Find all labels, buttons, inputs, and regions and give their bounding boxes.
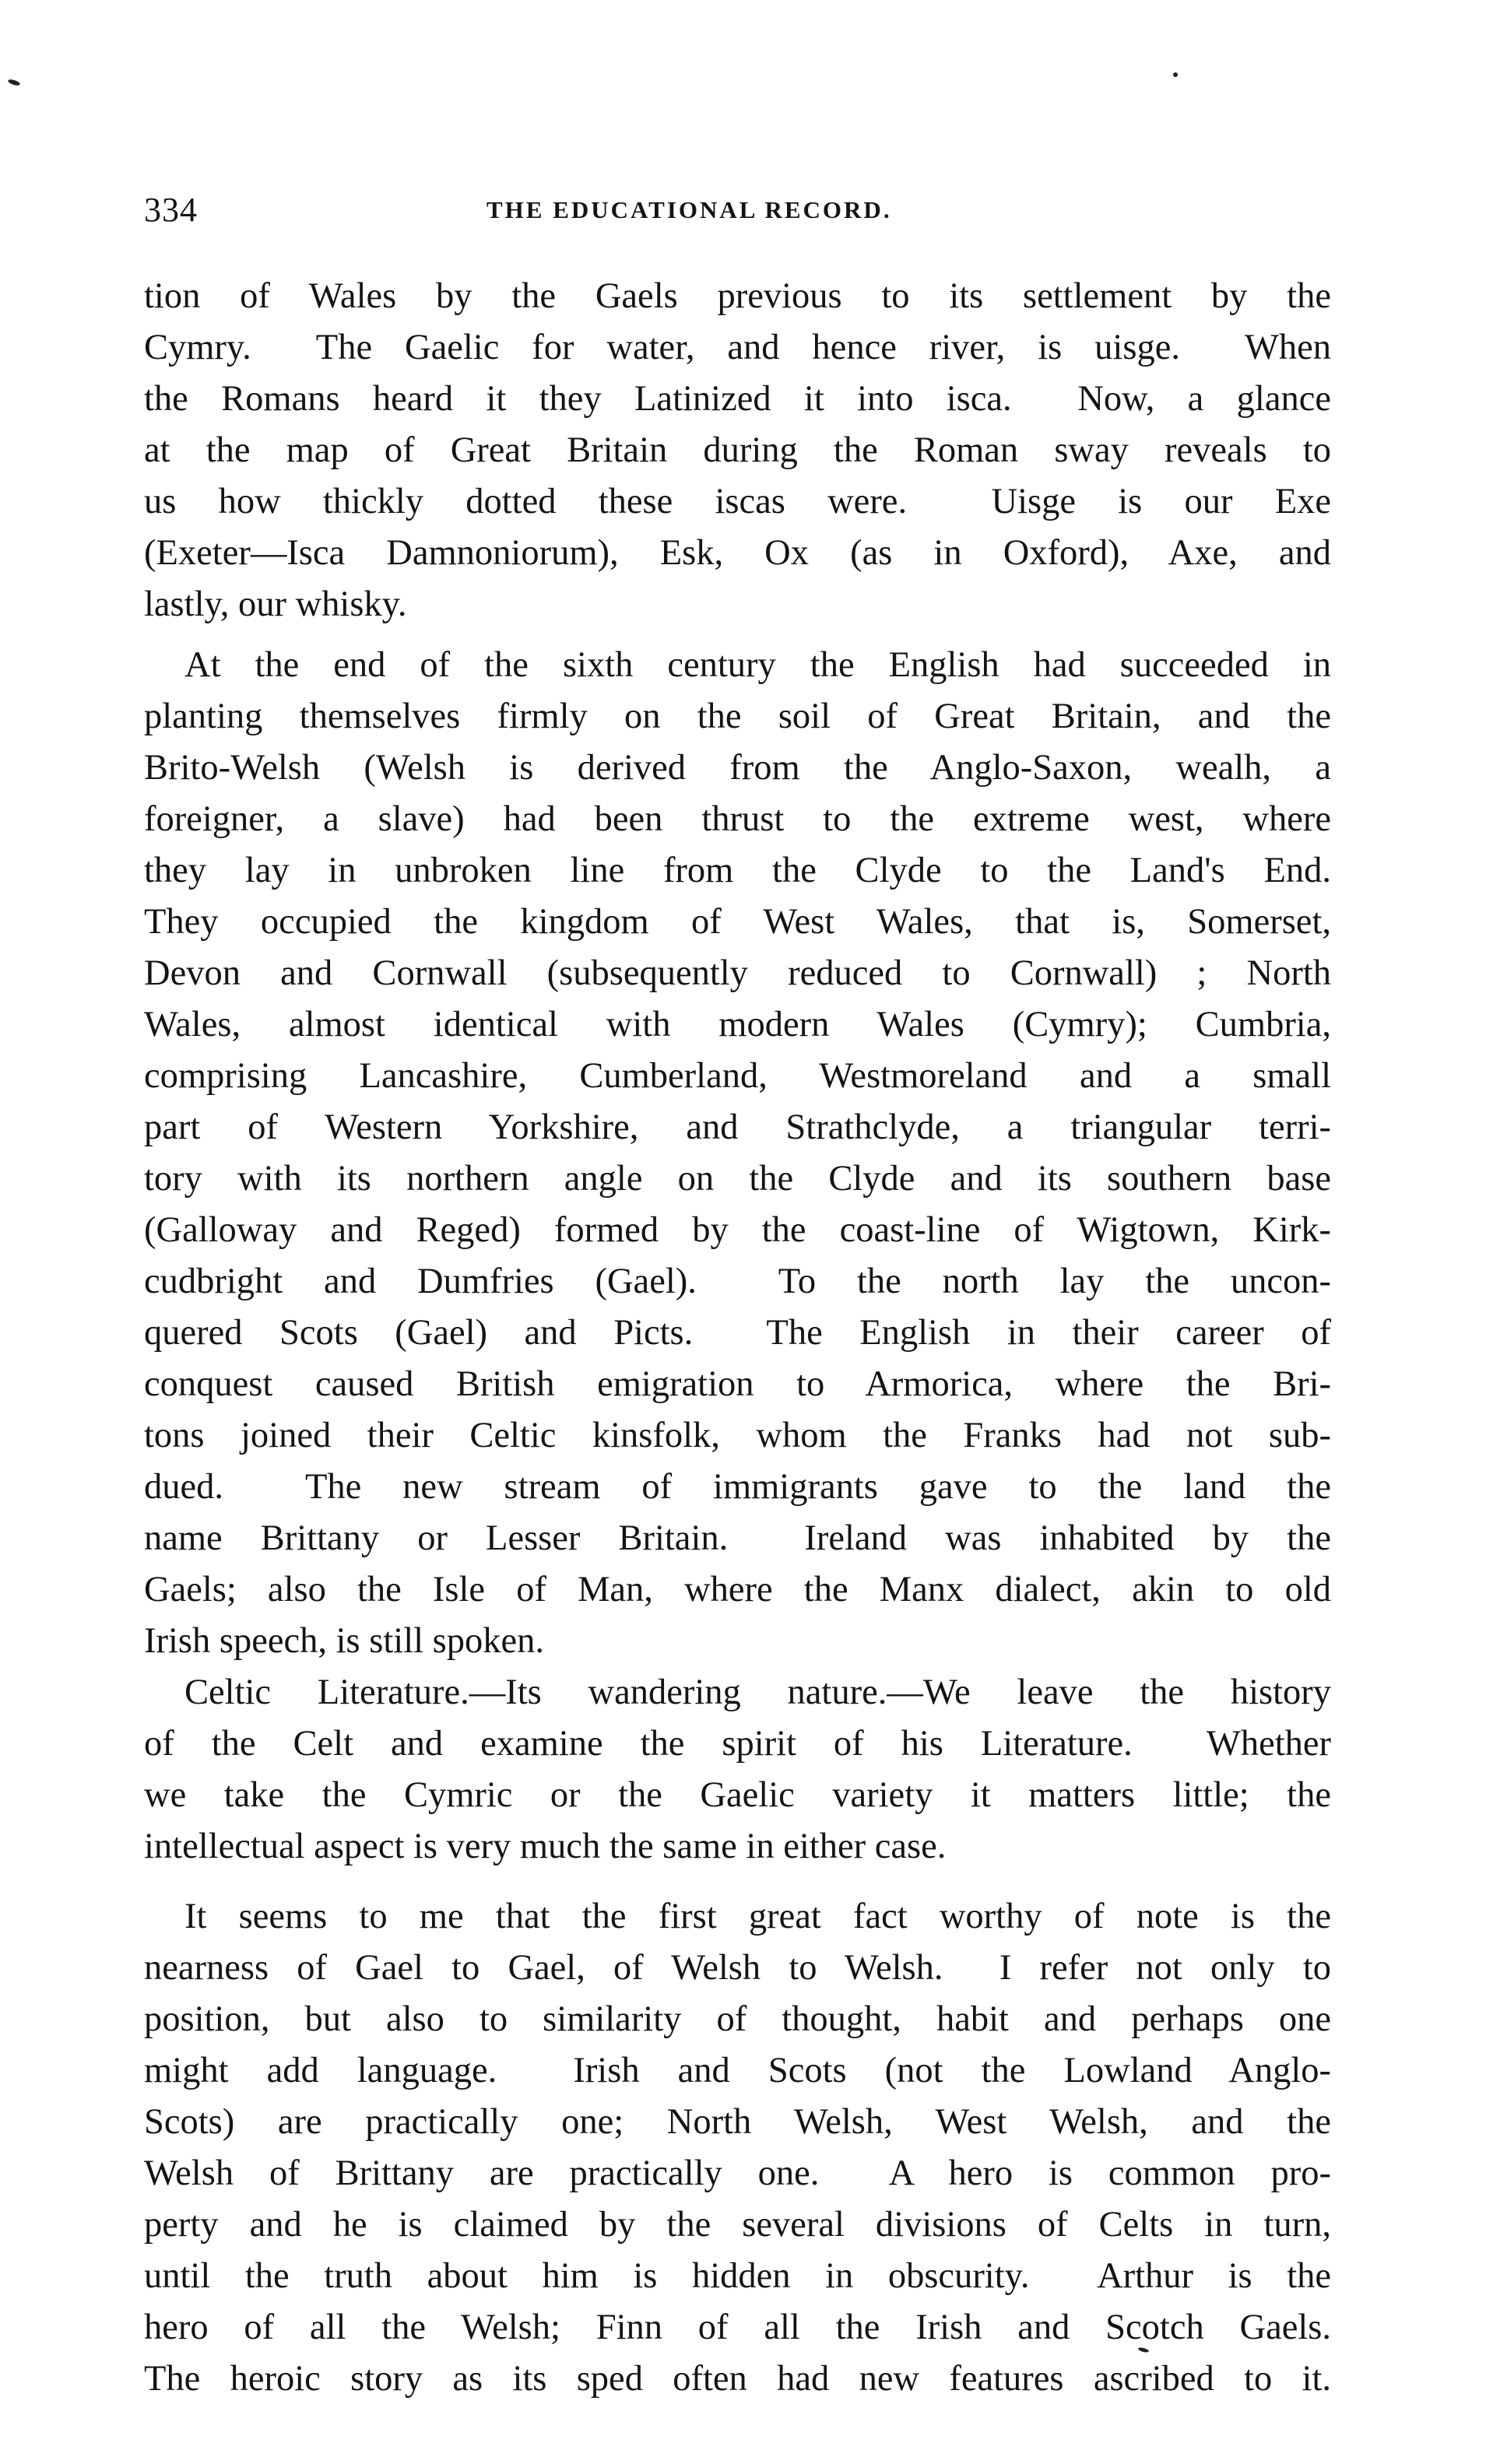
print-speck <box>7 79 20 87</box>
text-line: At the end of the sixth century the English had succeeded in <box>184 645 1331 685</box>
text-line: The heroic story as its sped often had new features ascribed to it. <box>144 2359 1331 2399</box>
text-line: Scots) are practically one; North Welsh, West Welsh, and the <box>144 2102 1331 2142</box>
text-line: nearness of Gael to Gael, of Welsh to Welsh. I refer not only to <box>144 1948 1331 1988</box>
running-head <box>144 187 1331 233</box>
text-line: of the Celt and examine the spirit of his Literature. Whether <box>144 1724 1331 1764</box>
text-line: they lay in unbroken line from the Clyde to the Land's End. <box>144 851 1331 890</box>
text-line: until the truth about him is hidden in obscurity. Arthur is the <box>144 2256 1331 2296</box>
text-line: conquest caused British emigration to Armorica, where the Bri- <box>144 1364 1331 1404</box>
text-line: (Exeter—Isca Damnoniorum), Esk, Ox (as in Oxford), Axe, and <box>144 533 1331 573</box>
paragraph-wales-isca <box>144 271 1331 630</box>
text-line: Irish speech, is still spoken. <box>144 1621 545 1661</box>
text-line: cudbright and Dumfries (Gael). To the north lay the uncon- <box>144 1262 1331 1301</box>
print-speck <box>1173 72 1178 77</box>
text-line: Devon and Cornwall (subsequently reduced to Cornwall) ; North <box>144 953 1331 993</box>
text-line: foreigner, a slave) had been thrust to the extreme west, where <box>144 799 1331 839</box>
text-line: It seems to me that the first great fact worthy of note is the <box>184 1897 1331 1936</box>
journal-title: THE EDUCATIONAL RECORD. <box>487 196 892 223</box>
text-line: quered Scots (Gael) and Picts. The English in their career of <box>144 1313 1331 1353</box>
body-text <box>144 271 1331 2405</box>
text-line: They occupied the kingdom of West Wales, that is, Somerset, <box>144 902 1331 942</box>
text-line: at the map of Great Britain during the Roman sway reveals to <box>144 430 1331 470</box>
text-line: us how thickly dotted these iscas were. Uisge is our Exe <box>144 482 1331 521</box>
text-line: position, but also to similarity of thought, habit and perhaps one <box>144 1999 1331 2039</box>
text-line: Cymry. The Gaelic for water, and hence river, is uisge. When <box>144 328 1331 367</box>
text-line: Celtic Literature.—Its wandering nature.—We leave the history <box>184 1673 1331 1712</box>
text-line: we take the Cymric or the Gaelic variety it matters little; the <box>144 1775 1331 1815</box>
text-line: hero of all the Welsh; Finn of all the Irish and Scotch Gaels. <box>144 2308 1331 2347</box>
page-number: 334 <box>144 191 198 229</box>
text-line: intellectual aspect is very much the same in either case. <box>144 1827 947 1866</box>
text-line: lastly, our whisky. <box>144 584 407 624</box>
text-line: dued. The new stream of immigrants gave to the land the <box>144 1467 1331 1507</box>
text-line: the Romans heard it they Latinized it into isca. Now, a glance <box>144 379 1331 419</box>
text-line: Brito-Welsh (Welsh is derived from the Anglo-Saxon, wealh, a <box>144 748 1331 788</box>
paragraph-nearness <box>144 1891 1331 2405</box>
text-line: perty and he is claimed by the several divisions of Celts in turn, <box>144 2205 1331 2245</box>
text-line: name Brittany or Lesser Britain. Ireland was inhabited by the <box>144 1518 1331 1558</box>
text-line: tons joined their Celtic kinsfolk, whom the Franks had not sub- <box>144 1416 1331 1455</box>
text-line: Welsh of Brittany are practically one. A hero is common pro- <box>144 2153 1331 2193</box>
text-line: Gaels; also the Isle of Man, where the Manx dialect, akin to old <box>144 1570 1331 1609</box>
text-line: part of Western Yorkshire, and Strathclyde, a triangular terri- <box>144 1107 1331 1147</box>
text-line: tory with its northern angle on the Clyde and its southern base <box>144 1159 1331 1199</box>
text-line: (Galloway and Reged) formed by the coast-line of Wigtown, Kirk- <box>144 1210 1331 1250</box>
text-line: comprising Lancashire, Cumberland, Westmoreland and a small <box>144 1056 1331 1096</box>
text-line: planting themselves firmly on the soil of Great Britain, and the <box>144 697 1331 736</box>
text-line: might add language. Irish and Scots (not the Lowland Anglo- <box>144 2051 1331 2090</box>
text-line: tion of Wales by the Gaels previous to its settlement by the <box>144 276 1331 316</box>
text-line: Wales, almost identical with modern Wales (Cymry); Cumbria, <box>144 1005 1331 1044</box>
paragraph-english-settlement <box>144 640 1331 1667</box>
paragraph-celtic-literature <box>144 1667 1331 1873</box>
